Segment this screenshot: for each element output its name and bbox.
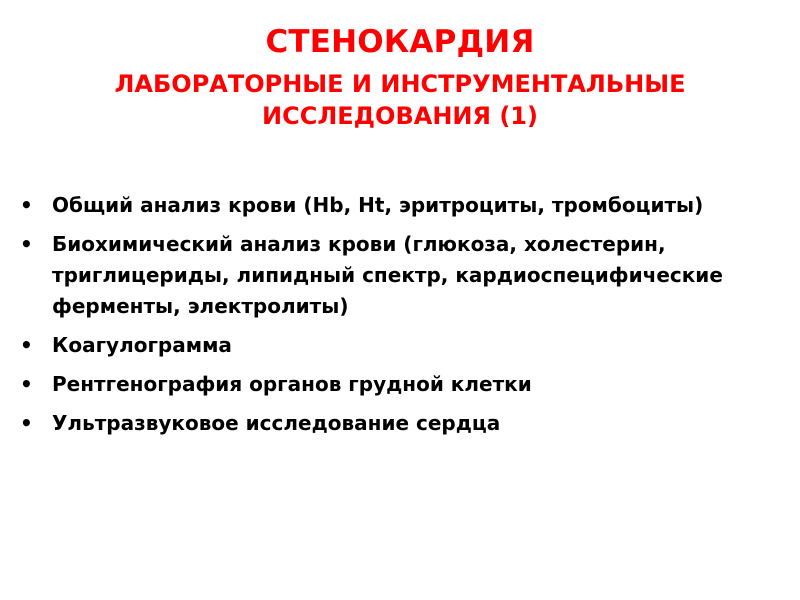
- subtitle-line-1: ЛАБОРАТОРНЫЕ И ИНСТРУМЕНТАЛЬНЫЕ: [114, 70, 686, 98]
- bullet-icon: •: [20, 411, 33, 435]
- list-item: [20, 408, 780, 439]
- bullet-icon: •: [20, 333, 33, 357]
- bullet-list: [20, 190, 780, 447]
- list-item-text: Биохимический анализ крови (глюкоза, холестерин, триглицериды, липидный спектр, кардиоспецифические ферменты, электролиты): [52, 232, 723, 318]
- subtitle-line-2: ИССЛЕДОВАНИЯ (1): [262, 102, 538, 130]
- list-item-text: Общий анализ крови (Hb, Ht, эритроциты, тромбоциты): [52, 193, 704, 217]
- list-item-text: Коагулограмма: [52, 333, 232, 357]
- title-block: [0, 24, 800, 132]
- list-item: [20, 229, 780, 322]
- list-item: [20, 190, 780, 221]
- list-item-text: Ультразвуковое исследование сердца: [52, 411, 501, 435]
- list-item: [20, 330, 780, 361]
- list-item-text: Рентгенография органов грудной клетки: [52, 372, 532, 396]
- bullet-icon: •: [20, 193, 33, 217]
- bullet-icon: •: [20, 372, 33, 396]
- slide-subtitle: [0, 68, 800, 132]
- list-item: [20, 369, 780, 400]
- bullet-icon: •: [20, 232, 33, 256]
- slide-title: СТЕНОКАРДИЯ: [265, 24, 535, 60]
